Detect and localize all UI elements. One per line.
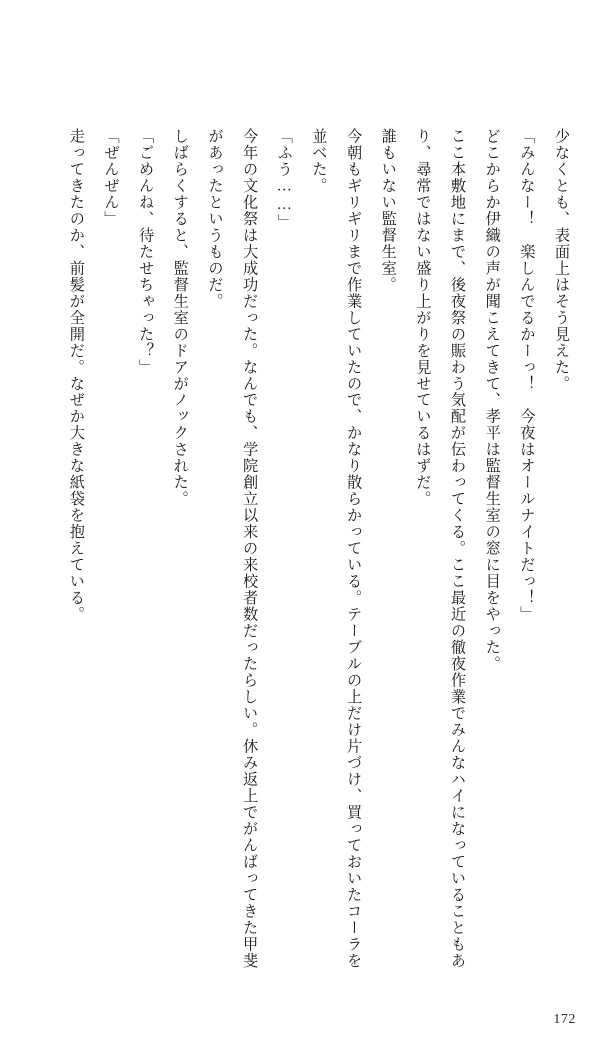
- paragraph: 「ぜんぜん」: [102, 128, 120, 227]
- page-number: 172: [553, 1012, 576, 1027]
- paragraph: 走ってきたのか、前髪が全開だ。なぜか大きな紙袋を抱えている。: [67, 128, 85, 623]
- paragraph: どこからか伊織の声が聞こえてきて、孝平は監督生室の窓に目をやった。: [483, 128, 501, 673]
- paragraph: 今朝もギリギリまで作業していたので、かなり散らかっている。テーブルの上だけ片づけ、買っておいたコーラを並べた。: [310, 128, 363, 970]
- paragraph: 「ごめんね、待たせちゃった？」: [137, 128, 155, 376]
- page-text-body: [58, 128, 578, 973]
- paragraph: ここ本敷地にまで、後夜祭の賑わう気配が伝わってくる。ここ最近の徹夜作業でみんなハイになっていることもあり、尋常ではない盛り上がりを見せているはずだ。: [414, 128, 467, 970]
- paragraph: 誰もいない監督生室。: [379, 128, 397, 293]
- paragraph: 「みんなー！ 楽しんでるかーっ！ 今夜はオールナイトだっ！」: [518, 128, 536, 623]
- paragraph: 今年の文化祭は大成功だった。なんでも、学院創立以来の来校者数だったらしい。休み返上でがんばってきた甲斐があったというものだ。: [206, 128, 259, 970]
- paragraph: しばらくすると、監督生室のドアがノックされた。: [171, 128, 189, 508]
- paragraph: 少なくとも、表面上はそう見えた。: [553, 128, 570, 392]
- paragraph: 「ふう……」: [275, 128, 293, 231]
